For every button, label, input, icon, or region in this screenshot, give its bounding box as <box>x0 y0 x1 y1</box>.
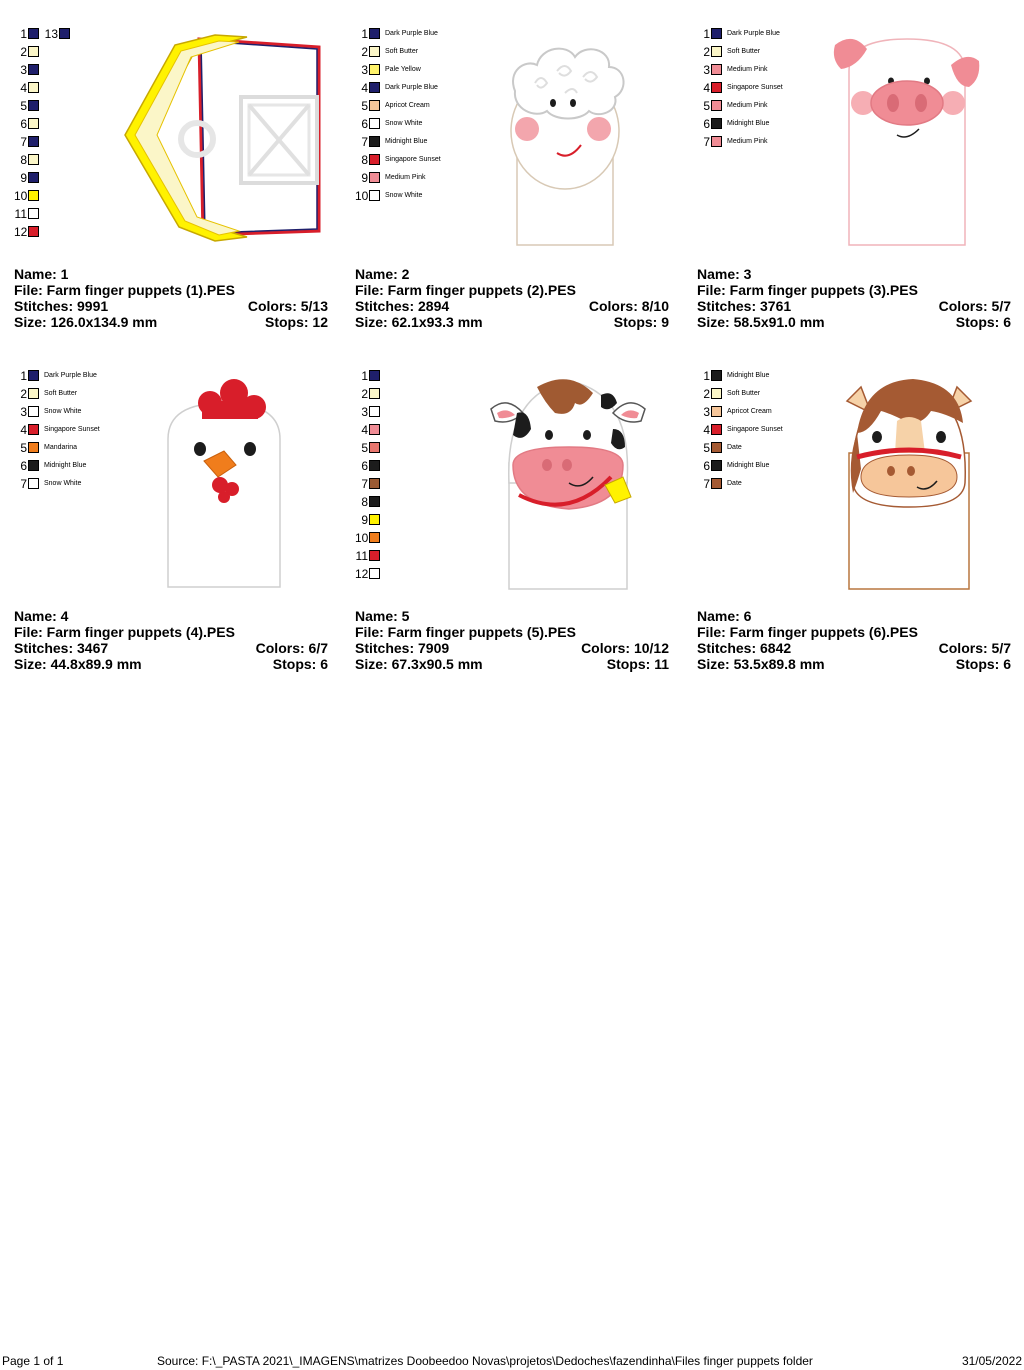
size-value: Size: 53.5x89.8 mm <box>697 656 825 672</box>
design-card-5 <box>355 369 685 693</box>
swatch-name: Medium Pink <box>727 138 768 145</box>
stitches-colors-line <box>14 640 328 656</box>
colors-value: Colors: 10/12 <box>581 640 669 656</box>
swatch-row <box>14 477 174 495</box>
swatch-row <box>697 477 857 495</box>
design-info-4 <box>14 608 328 672</box>
swatch-number: 7 <box>703 477 710 491</box>
swatch-number: 8 <box>20 153 27 167</box>
swatch-color <box>369 82 380 93</box>
name-line: Name: 4 <box>14 608 69 624</box>
file-line: File: Farm finger puppets (6).PES <box>697 624 918 640</box>
swatch-number: 11 <box>14 207 27 221</box>
swatch-name: Apricot Cream <box>727 408 772 415</box>
colors-value: Colors: 5/7 <box>938 298 1011 314</box>
swatch-number: 3 <box>20 63 27 77</box>
swatch-color <box>369 550 380 561</box>
swatch-number: 12 <box>355 567 369 581</box>
print-date: 31/05/2022 <box>961 1354 1022 1368</box>
swatch-color <box>28 208 39 219</box>
swatch-number: 10 <box>14 189 28 203</box>
swatch-number: 4 <box>703 81 710 95</box>
swatch-color <box>711 442 722 453</box>
source-path: Source: F:\_PASTA 2021\_IMAGENS\matrizes Doobeedoo Novas\projetos\Dedoches\fazendinha\Files finger puppets folder <box>157 1354 813 1368</box>
swatch-color <box>28 64 39 75</box>
colors-value: Colors: 6/7 <box>255 640 328 656</box>
swatch-color <box>369 514 380 525</box>
file-line: File: Farm finger puppets (3).PES <box>697 282 918 298</box>
design-card-4 <box>14 369 344 693</box>
stops-value: Stops: 12 <box>264 314 328 330</box>
swatch-name: Singapore Sunset <box>727 84 783 91</box>
swatch-name: Dark Purple Blue <box>727 30 780 37</box>
swatch-number: 1 <box>703 27 710 41</box>
swatch-color <box>711 100 722 111</box>
swatch-color <box>369 100 380 111</box>
swatch-number: 5 <box>703 441 710 455</box>
swatch-name: Midnight Blue <box>385 138 428 145</box>
design-card-1 <box>14 27 344 351</box>
stops-value: Stops: 9 <box>613 314 669 330</box>
stitches-value: Stitches: 3761 <box>697 298 792 314</box>
swatch-name: Soft Butter <box>385 48 419 55</box>
colors-value: Colors: 5/7 <box>938 640 1011 656</box>
swatch-number: 6 <box>361 117 368 131</box>
swatch-color <box>711 82 722 93</box>
swatch-color <box>59 28 70 39</box>
stitches-colors-line <box>14 298 328 314</box>
stops-value: Stops: 11 <box>606 656 669 672</box>
swatch-name: Midnight Blue <box>44 462 87 469</box>
swatch-number: 6 <box>20 117 27 131</box>
swatch-row <box>14 423 174 441</box>
colors-value: Colors: 8/10 <box>588 298 669 314</box>
swatch-color <box>711 118 722 129</box>
swatch-number: 4 <box>361 423 368 437</box>
swatch-color <box>369 496 380 507</box>
design-info-5 <box>355 608 669 672</box>
swatch-number: 4 <box>361 81 368 95</box>
swatch-row <box>697 387 857 405</box>
swatch-name: Medium Pink <box>727 102 768 109</box>
swatch-name: Date <box>727 480 742 487</box>
swatch-row <box>14 369 174 387</box>
swatch-color <box>28 388 39 399</box>
swatch-number: 7 <box>20 135 27 149</box>
size-stops-line <box>14 656 328 672</box>
cow-design-preview <box>483 373 653 593</box>
swatch-color <box>711 388 722 399</box>
stitches-value: Stitches: 6842 <box>697 640 792 656</box>
swatch-name: Snow White <box>385 120 423 127</box>
swatch-color <box>369 28 380 39</box>
name-line: Name: 5 <box>355 608 410 624</box>
swatch-name: Midnight Blue <box>727 462 770 469</box>
size-stops-line <box>355 314 669 330</box>
swatch-name: Singapore Sunset <box>44 426 100 433</box>
stitches-value: Stitches: 3467 <box>14 640 109 656</box>
swatch-name: Medium Pink <box>385 174 426 181</box>
swatch-color <box>369 370 380 381</box>
swatch-number: 7 <box>361 477 368 491</box>
size-stops-line <box>14 314 328 330</box>
swatch-number: 3 <box>361 405 368 419</box>
swatch-color <box>711 370 722 381</box>
swatch-row <box>42 27 82 45</box>
swatch-color <box>711 136 722 147</box>
swatch-color <box>28 136 39 147</box>
swatch-name: Soft Butter <box>727 390 761 397</box>
stops-value: Stops: 6 <box>955 656 1011 672</box>
design-info-6 <box>697 608 1011 672</box>
swatch-number: 11 <box>355 549 368 563</box>
swatch-color <box>369 118 380 129</box>
swatch-number: 4 <box>20 423 27 437</box>
swatch-row <box>697 459 857 477</box>
swatch-number: 5 <box>361 99 368 113</box>
size-value: Size: 67.3x90.5 mm <box>355 656 483 672</box>
swatch-color <box>28 46 39 57</box>
swatch-name: Snow White <box>44 480 82 487</box>
swatch-color <box>28 424 39 435</box>
swatch-name: Dark Purple Blue <box>385 84 438 91</box>
swatch-number: 9 <box>20 171 27 185</box>
swatch-name: Dark Purple Blue <box>44 372 97 379</box>
swatch-number: 4 <box>703 423 710 437</box>
swatch-number: 6 <box>703 459 710 473</box>
size-stops-line <box>697 656 1011 672</box>
swatch-name: Snow White <box>385 192 423 199</box>
swatch-number: 7 <box>703 135 710 149</box>
swatch-color <box>369 460 380 471</box>
swatch-number: 3 <box>20 405 27 419</box>
horse-design-preview <box>835 373 985 593</box>
swatch-number: 2 <box>20 387 27 401</box>
stitches-value: Stitches: 7909 <box>355 640 450 656</box>
swatch-row <box>14 459 174 477</box>
swatch-row <box>697 369 857 387</box>
swatch-color <box>28 478 39 489</box>
swatch-color <box>369 154 380 165</box>
swatch-number: 2 <box>703 387 710 401</box>
swatch-number: 1 <box>703 369 710 383</box>
swatch-color <box>28 100 39 111</box>
swatch-color <box>28 370 39 381</box>
stitches-colors-line <box>355 640 669 656</box>
swatch-number: 4 <box>20 81 27 95</box>
swatch-row <box>697 441 857 459</box>
swatch-row <box>14 441 174 459</box>
size-stops-line <box>355 656 669 672</box>
colors-value: Colors: 5/13 <box>247 298 328 314</box>
design-card-6 <box>697 369 1024 693</box>
swatch-color <box>369 478 380 489</box>
stops-value: Stops: 6 <box>955 314 1011 330</box>
swatch-number: 7 <box>361 135 368 149</box>
swatch-number: 7 <box>20 477 27 491</box>
design-info-2 <box>355 266 669 330</box>
swatch-number: 2 <box>20 45 27 59</box>
swatch-color <box>28 172 39 183</box>
name-line: Name: 3 <box>697 266 752 282</box>
barn-design-preview <box>119 31 329 246</box>
swatch-number: 5 <box>361 441 368 455</box>
swatch-color <box>711 424 722 435</box>
swatch-color <box>711 64 722 75</box>
swatch-number: 1 <box>361 27 368 41</box>
swatch-number: 5 <box>20 99 27 113</box>
swatch-name: Snow White <box>44 408 82 415</box>
size-value: Size: 126.0x134.9 mm <box>14 314 158 330</box>
file-line: File: Farm finger puppets (1).PES <box>14 282 235 298</box>
swatch-number: 10 <box>355 531 369 545</box>
swatch-name: Apricot Cream <box>385 102 430 109</box>
swatch-color <box>28 82 39 93</box>
swatch-number: 6 <box>703 117 710 131</box>
swatch-number: 13 <box>44 27 58 41</box>
swatch-number: 5 <box>703 99 710 113</box>
swatch-color <box>28 154 39 165</box>
swatch-row <box>14 387 174 405</box>
stitches-value: Stitches: 2894 <box>355 298 450 314</box>
swatch-number: 2 <box>361 387 368 401</box>
swatch-color <box>369 136 380 147</box>
swatch-number: 3 <box>361 63 368 77</box>
size-stops-line <box>697 314 1011 330</box>
swatch-number: 9 <box>361 513 368 527</box>
swatch-color <box>711 46 722 57</box>
swatch-number: 8 <box>361 495 368 509</box>
swatch-name: Dark Purple Blue <box>385 30 438 37</box>
name-line: Name: 2 <box>355 266 410 282</box>
swatch-name: Singapore Sunset <box>727 426 783 433</box>
swatch-color <box>28 226 39 237</box>
swatch-row <box>697 423 857 441</box>
file-line: File: Farm finger puppets (5).PES <box>355 624 576 640</box>
swatch-number: 3 <box>703 63 710 77</box>
name-line: Name: 1 <box>14 266 69 282</box>
swatch-color <box>369 64 380 75</box>
swatch-row <box>14 405 174 423</box>
swatch-color <box>28 190 39 201</box>
chicken-design-preview <box>162 373 292 593</box>
swatch-color <box>369 424 380 435</box>
stitches-colors-line <box>355 298 669 314</box>
swatch-number: 6 <box>20 459 27 473</box>
design-card-2 <box>355 27 685 351</box>
swatch-name: Midnight Blue <box>727 372 770 379</box>
size-value: Size: 62.1x93.3 mm <box>355 314 483 330</box>
swatch-name: Soft Butter <box>727 48 761 55</box>
swatch-color <box>369 568 380 579</box>
swatch-color <box>28 28 39 39</box>
design-card-3 <box>697 27 1024 351</box>
swatch-color <box>369 442 380 453</box>
swatch-number: 8 <box>361 153 368 167</box>
stops-value: Stops: 6 <box>272 656 328 672</box>
name-line: Name: 6 <box>697 608 752 624</box>
swatch-color <box>28 442 39 453</box>
swatch-color <box>711 28 722 39</box>
file-line: File: Farm finger puppets (4).PES <box>14 624 235 640</box>
swatch-name: Midnight Blue <box>727 120 770 127</box>
stitches-colors-line <box>697 640 1011 656</box>
swatch-color <box>369 190 380 201</box>
swatch-number: 3 <box>703 405 710 419</box>
swatch-color <box>369 532 380 543</box>
size-value: Size: 58.5x91.0 mm <box>697 314 825 330</box>
swatch-number: 2 <box>703 45 710 59</box>
page-number: Page 1 of 1 <box>2 1354 64 1368</box>
swatch-number: 6 <box>361 459 368 473</box>
pig-design-preview <box>827 31 987 251</box>
swatch-color <box>711 478 722 489</box>
swatch-color <box>28 460 39 471</box>
swatch-name: Date <box>727 444 742 451</box>
swatch-name: Singapore Sunset <box>385 156 441 163</box>
swatch-number: 12 <box>14 225 28 239</box>
swatch-name: Soft Butter <box>44 390 78 397</box>
sheep-design-preview <box>485 31 645 251</box>
swatch-number: 10 <box>355 189 369 203</box>
swatch-name: Medium Pink <box>727 66 768 73</box>
swatch-name: Pale Yellow <box>385 66 421 73</box>
swatch-color <box>711 460 722 471</box>
swatch-color <box>711 406 722 417</box>
stitches-colors-line <box>697 298 1011 314</box>
file-line: File: Farm finger puppets (2).PES <box>355 282 576 298</box>
swatch-number: 1 <box>20 27 27 41</box>
swatch-color <box>369 172 380 183</box>
swatch-number: 1 <box>361 369 368 383</box>
size-value: Size: 44.8x89.9 mm <box>14 656 142 672</box>
swatch-number: 1 <box>20 369 27 383</box>
swatch-number: 2 <box>361 45 368 59</box>
stitches-value: Stitches: 9991 <box>14 298 109 314</box>
swatch-color <box>369 46 380 57</box>
swatch-name: Mandarina <box>44 444 78 451</box>
swatch-row <box>697 405 857 423</box>
swatch-color <box>28 406 39 417</box>
swatch-number: 5 <box>20 441 27 455</box>
swatch-color <box>369 388 380 399</box>
design-info-3 <box>697 266 1011 330</box>
swatch-color <box>28 118 39 129</box>
swatch-color <box>369 406 380 417</box>
design-info-1 <box>14 266 328 330</box>
swatch-number: 9 <box>361 171 368 185</box>
